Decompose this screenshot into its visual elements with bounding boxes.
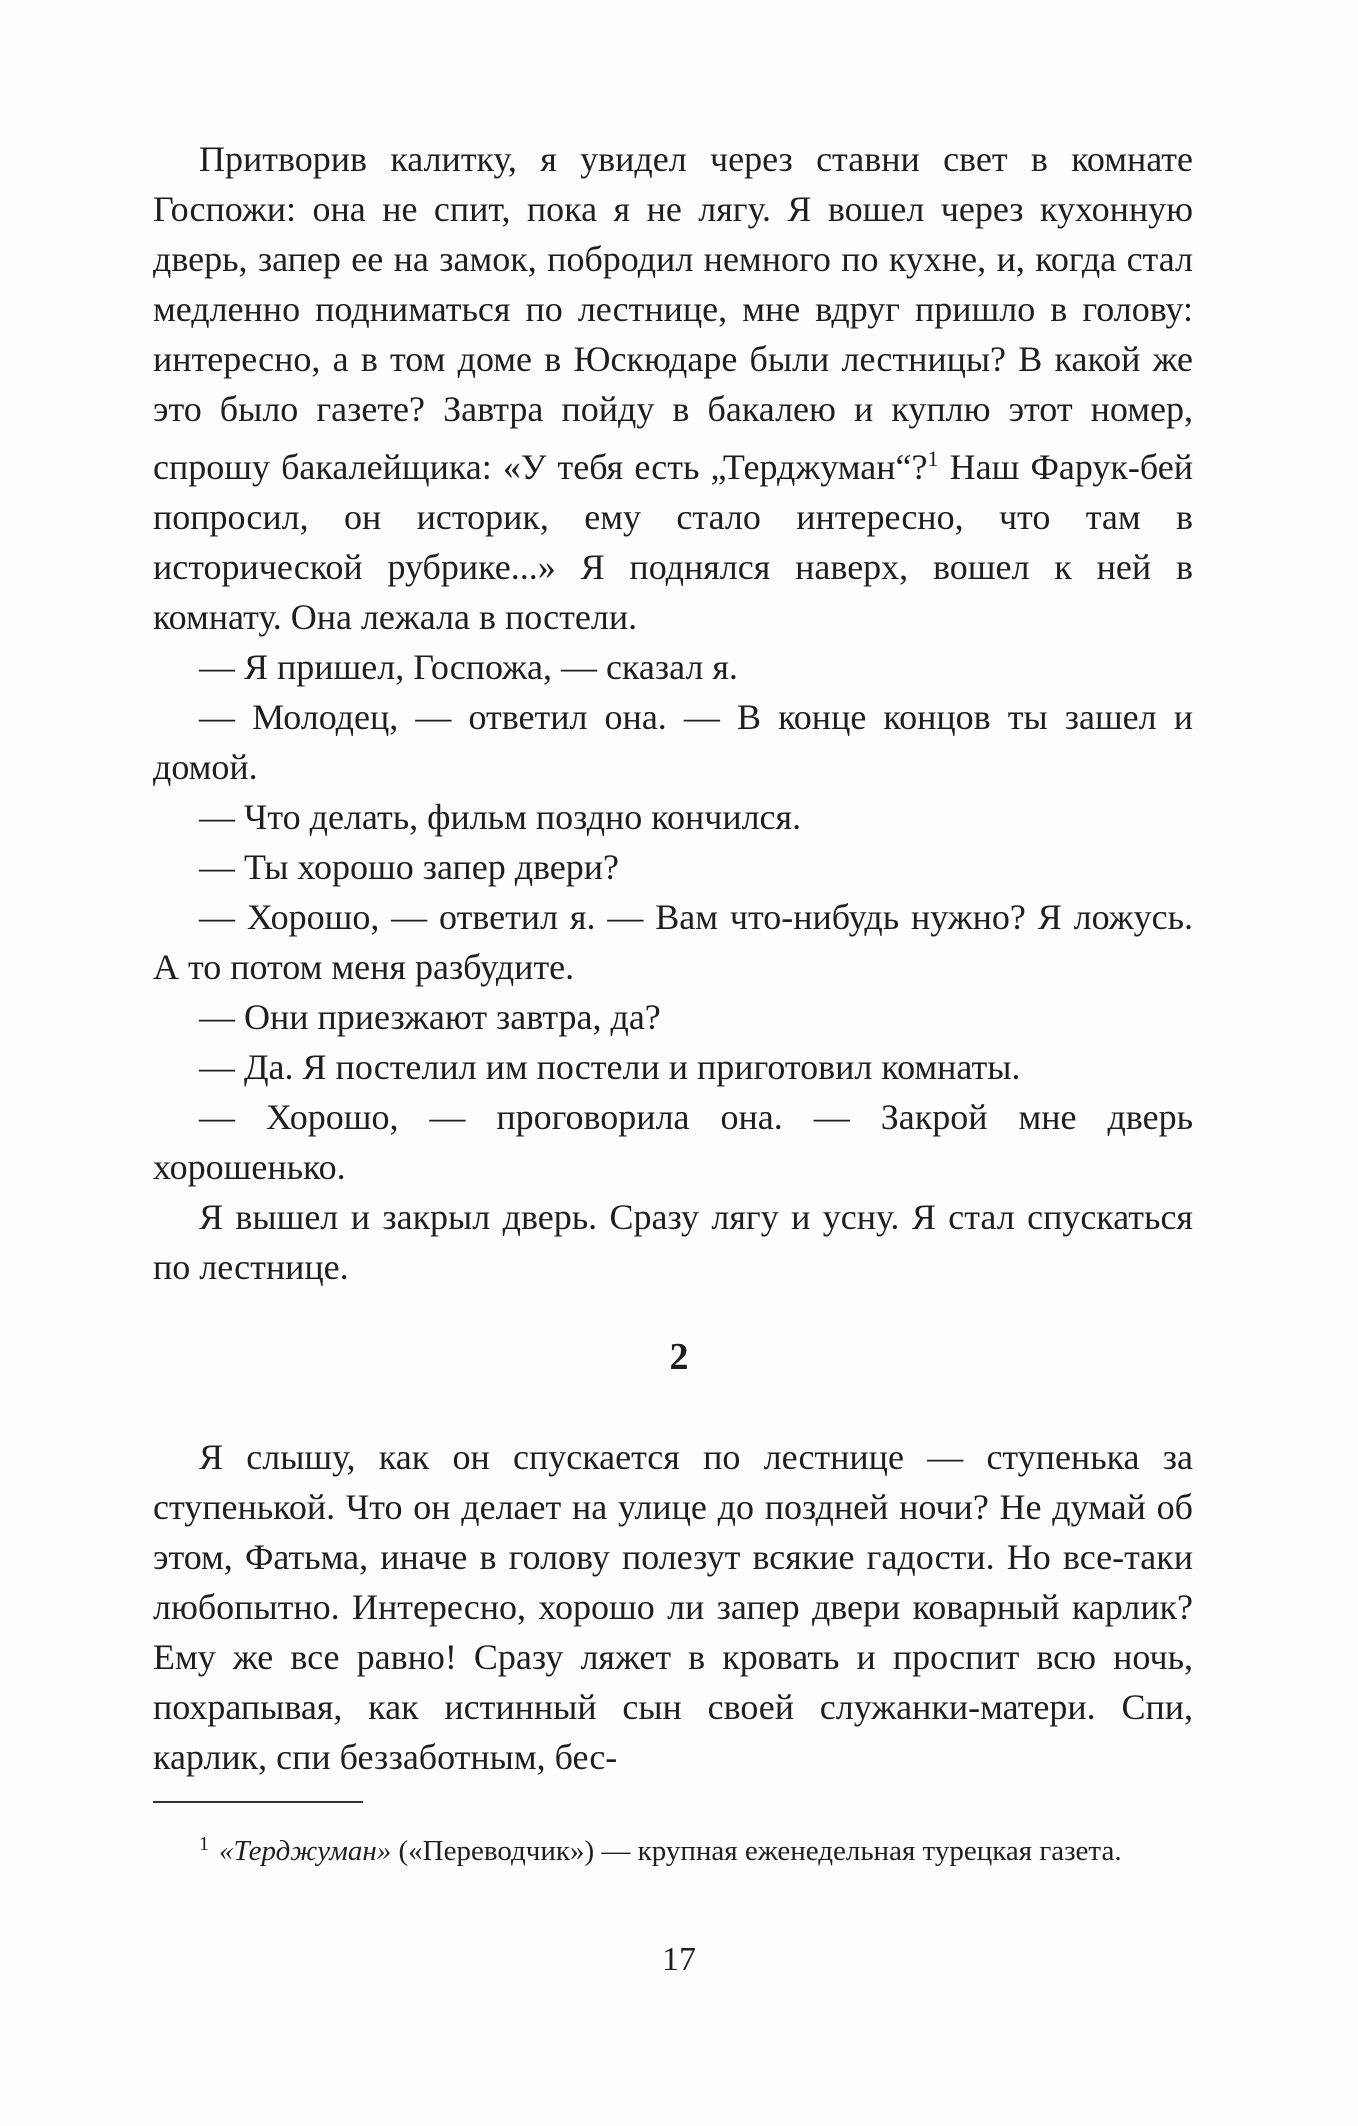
footnote-text: («Переводчик») — крупная еженедельная турецкая газета.	[391, 1835, 1122, 1867]
dialogue-line: — Молодец, — ответил она. — В конце концов ты зашел и домой.	[153, 697, 1193, 787]
footnote-mark: 1	[199, 1833, 209, 1855]
footnote-divider	[153, 1801, 363, 1803]
footnote-reference[interactable]: 1	[927, 446, 939, 471]
section-2-text	[153, 1432, 1193, 1782]
paragraph: Притворив калитку, я увидел через ставни свет в комнате Госпожи: она не спит, пока я не лягу. Я вошел через кухонную дверь, запер ее на замок, побродил немного по кухне, и, когда стал медленно подниматься по лестнице, мне вдруг пришло в голову: интересно, а в том доме в Юскюдаре были лестницы? В какой же это было газете? Завтра пойду в бакалею и куплю этот номер, спрошу бакалейщика: «У тебя есть „Терджуман“?$^1$ Наш Фарук-бей попросил, он историк, ему стало интересно, что там в исторической рубрике...» Я поднялся наверх, вошел к ней в комнату. Она лежала в постели.	[153, 139, 1193, 637]
dialogue-line: — Хорошо, — проговорила она. — Закрой мне дверь хорошенько.	[153, 1097, 1193, 1187]
dialogue-line: — Да. Я постелил им постели и приготовил комнаты.	[199, 1047, 1021, 1087]
paragraph: Я вышел и закрыл дверь. Сразу лягу и усну. Я стал спускаться по лестнице.	[153, 1197, 1193, 1287]
footnote-term: «Терджуман»	[219, 1835, 392, 1867]
dialogue-line: — Хорошо, — ответил я. — Вам что-нибудь нужно? Я ложусь. А то потом меня разбудите.	[153, 897, 1193, 987]
chapter-number: 2	[669, 1336, 689, 1378]
paragraph: Я слышу, как он спускается по лестнице — ступенька за ступенькой. Что он делает на улице до поздней ночи? Не думай об этом, Фатьма, иначе в голову полезут всякие гадости. Но все-таки любопытно. Интересно, хорошо ли запер двери коварный карлик? Ему же все равно! Сразу ляжет в кровать и проспит всю ночь, похрапывая, как истинный сын своей служанки-матери. Спи, карлик, спи беззаботным, бес-	[153, 1437, 1193, 1777]
dialogue-line: — Они приезжают завтра, да?	[199, 997, 661, 1037]
page-number: 17	[662, 1941, 696, 1978]
dialogue-line: — Я пришел, Госпожа, — сказал я.	[199, 647, 738, 687]
footnote	[153, 1823, 1193, 1872]
dialogue-line: — Что делать, фильм поздно кончился.	[199, 797, 802, 837]
section-1-text	[153, 134, 1193, 1292]
dialogue-line: — Ты хорошо запер двери?	[199, 847, 620, 887]
